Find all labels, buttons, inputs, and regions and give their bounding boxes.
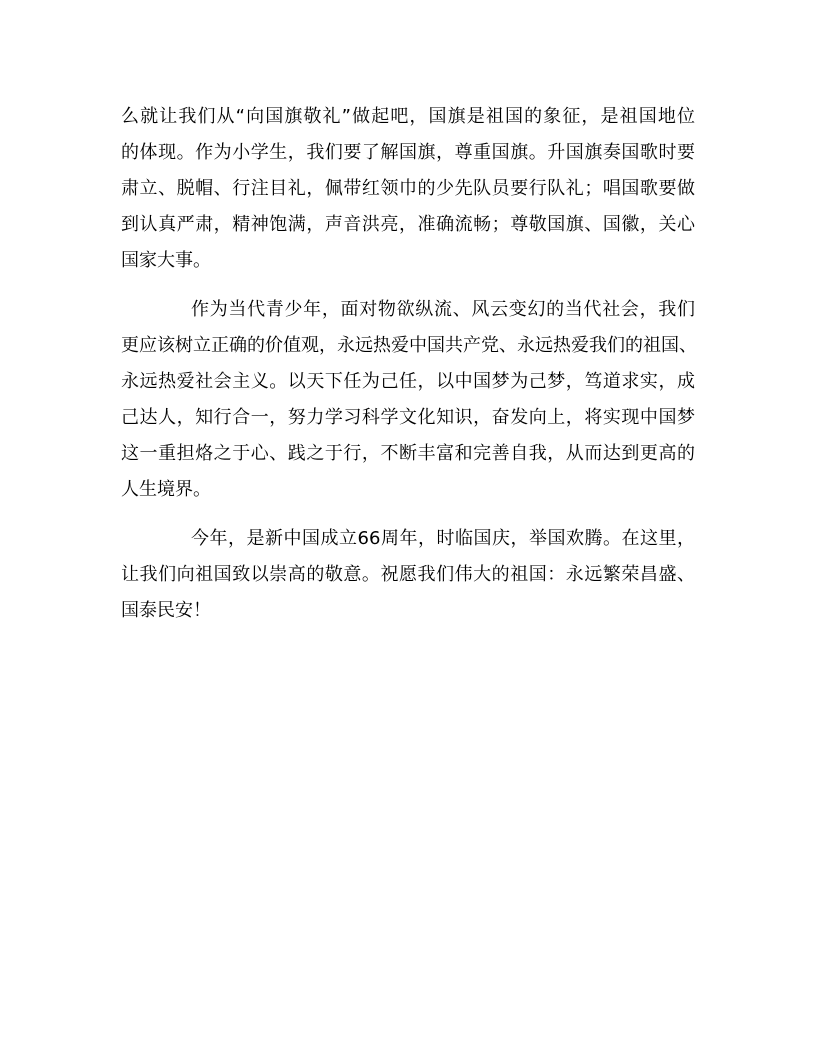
paragraph-1 <box>121 99 695 279</box>
paragraph-2 <box>121 292 695 508</box>
text-line: 今年，是新中国成立66周年，时临国庆，举国欢腾。在这里， <box>191 528 695 549</box>
text-line: 作为当代青少年，面对物欲纵流、风云变幻的当代社会，我们 <box>191 299 695 320</box>
document-body <box>121 99 695 629</box>
text-line: 国家大事。 <box>121 250 211 271</box>
text-line: 人生境界。 <box>121 479 211 500</box>
text-line: 到认真严肃，精神饱满，声音洪亮，准确流畅；尊敬国旗、国徽，关心 <box>121 214 695 235</box>
text-line: 这一重担烙之于心、践之于行，不断丰富和完善自我，从而达到更高的 <box>121 443 695 464</box>
text-line: 更应该树立正确的价值观，永远热爱中国共产党、永远热爱我们的祖国、 <box>121 335 697 356</box>
paragraph-3 <box>121 521 695 629</box>
text-line: 肃立、脱帽、行注目礼，佩带红领巾的少先队员要行队礼；唱国歌要做 <box>121 178 695 199</box>
text-line: 永远热爱社会主义。以天下任为己任，以中国梦为己梦，笃道求实，成 <box>121 371 695 392</box>
text-line: 让我们向祖国致以崇高的敬意。祝愿我们伟大的祖国：永远繁荣昌盛、 <box>121 564 695 585</box>
text-line: 么就让我们从“向国旗敬礼”做起吧，国旗是祖国的象征，是祖国地位 <box>121 106 695 127</box>
text-line: 己达人，知行合一，努力学习科学文化知识，奋发向上，将实现中国梦 <box>121 407 695 428</box>
paragraph-spacer <box>121 508 695 521</box>
text-line: 的体现。作为小学生，我们要了解国旗，尊重国旗。升国旗奏国歌时要 <box>121 142 695 163</box>
text-line: 国泰民安！ <box>121 600 211 621</box>
paragraph-spacer <box>121 279 695 292</box>
